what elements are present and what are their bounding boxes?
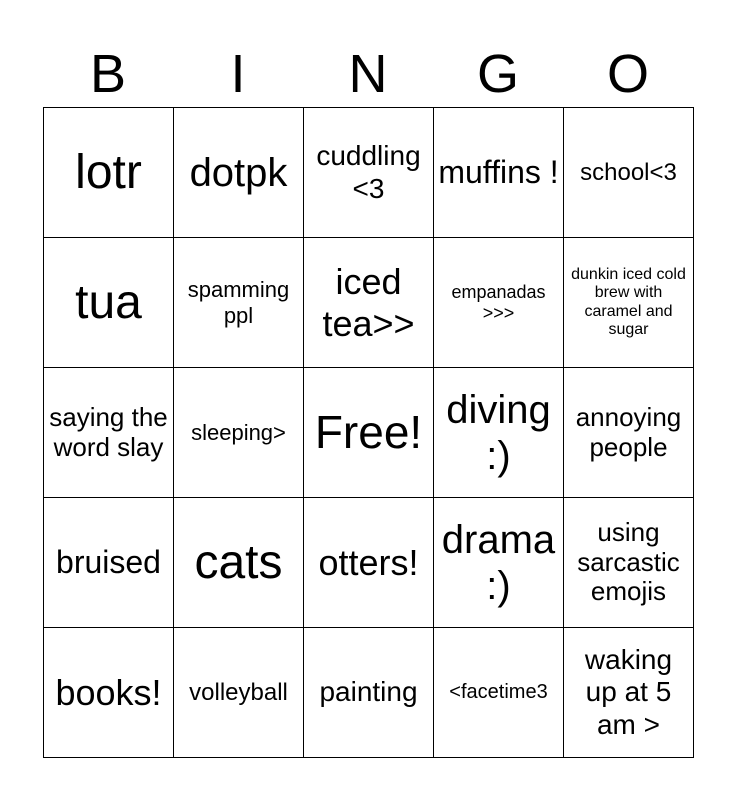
- bingo-cell: iced tea>>: [304, 238, 434, 368]
- bingo-row-3: [44, 368, 694, 498]
- free-space: Free!: [304, 368, 434, 498]
- bingo-card: [43, 107, 694, 758]
- bingo-header: [43, 40, 693, 108]
- bingo-row-1: [44, 108, 694, 238]
- header-letter-g: G: [476, 44, 519, 104]
- bingo-cell: bruised: [44, 498, 174, 628]
- bingo-cell: sleeping>: [174, 368, 304, 498]
- bingo-cell: empanadas >>>: [434, 238, 564, 368]
- bingo-cell: muffins !: [434, 108, 564, 238]
- header-letter-o: O: [606, 44, 649, 104]
- bingo-cell: annoying people: [564, 368, 694, 498]
- bingo-cell: volleyball: [174, 628, 304, 758]
- header-letter-i: I: [230, 44, 246, 104]
- header-letter-n: N: [348, 44, 388, 104]
- bingo-cell: drama :): [434, 498, 564, 628]
- bingo-cell: otters!: [304, 498, 434, 628]
- bingo-cell: books!: [44, 628, 174, 758]
- bingo-cell: spamming ppl: [174, 238, 304, 368]
- bingo-cell: waking up at 5 am >: [564, 628, 694, 758]
- bingo-cell: using sarcastic emojis: [564, 498, 694, 628]
- bingo-row-2: [44, 238, 694, 368]
- bingo-cell: saying the word slay: [44, 368, 174, 498]
- header-letter-b: B: [89, 44, 127, 104]
- bingo-cell: tua: [44, 238, 174, 368]
- bingo-cell: painting: [304, 628, 434, 758]
- bingo-row-4: [44, 498, 694, 628]
- bingo-cell: dotpk: [174, 108, 304, 238]
- bingo-cell: school<3: [564, 108, 694, 238]
- bingo-cell: lotr: [44, 108, 174, 238]
- bingo-cell: cuddling <3: [304, 108, 434, 238]
- bingo-row-5: [44, 628, 694, 758]
- bingo-cell: cats: [174, 498, 304, 628]
- bingo-cell: <facetime3: [434, 628, 564, 758]
- bingo-cell: dunkin iced cold brew with caramel and sugar: [564, 238, 694, 368]
- bingo-cell: diving :): [434, 368, 564, 498]
